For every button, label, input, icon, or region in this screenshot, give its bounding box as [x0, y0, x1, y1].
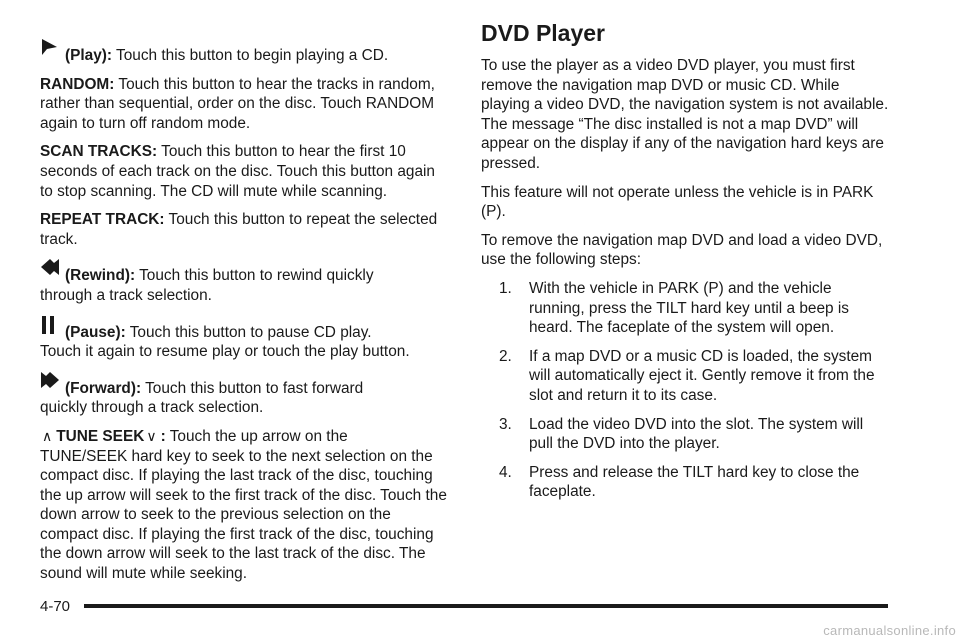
watermark: carmanualsonline.info: [823, 623, 956, 638]
tune-seek-text-cont: TUNE/SEEK hard key to seek to the next selection on the compact disc. If playing the last track of the disc, touching the up arrow will seek to the first track of the disc. Touch the down arrow to seek to the previous selection on the compact disc. If playing the first track of the disc, touching the down arrow will seek to the last track of the disc. The sound will mute while seeking.: [40, 447, 447, 583]
step-number: 4.: [499, 463, 512, 481]
step-number: 2.: [499, 347, 512, 365]
dvd-paragraph-3: To remove the navigation map DVD and load a video DVD, use the following steps:: [481, 231, 883, 269]
tune-seek-label: TUNE SEEK: [56, 427, 145, 445]
page-footer: [40, 596, 888, 616]
scan-text: Touch this button to hear the first 10 seconds of each track on the disc. Touch this button again to stop scanning. The CD will mute while scanning.: [40, 143, 435, 200]
tune-seek-text: Touch the up arrow on the: [169, 427, 348, 445]
steps-list: [481, 279, 891, 502]
random-text: Touch this button to hear the tracks in random, rather than sequential, order on the disc. Touch RANDOM again to turn off random mode.: [40, 75, 435, 132]
step-number: 1.: [499, 279, 512, 297]
forward-text: Touch this button to fast forward: [145, 379, 364, 397]
rewind-text-cont: through a track selection.: [40, 286, 212, 304]
fast-forward-icon: [40, 371, 62, 393]
dvd-paragraph-2: This feature will not operate unless the vehicle is in PARK (P).: [481, 183, 874, 221]
scan-label: SCAN TRACKS:: [40, 143, 158, 161]
forward-label: (Forward):: [65, 379, 142, 397]
list-item: [481, 463, 891, 502]
rewind-text: Touch this button to rewind quickly: [139, 267, 374, 285]
play-icon: [40, 38, 62, 60]
down-arrow-icon: ∨: [146, 427, 157, 444]
rewind-entry: [40, 258, 452, 305]
play-label: (Play):: [65, 47, 113, 64]
section-heading: DVD Player: [481, 20, 606, 46]
random-label: RANDOM:: [40, 75, 115, 93]
footer-rule: [84, 604, 888, 608]
pause-entry: [40, 315, 452, 362]
play-text: Touch this button to begin playing a CD.: [116, 47, 389, 64]
pause-label: (Pause):: [65, 323, 126, 341]
tune-seek-colon: :: [160, 427, 166, 445]
left-column: [40, 38, 452, 593]
right-column: [481, 20, 891, 511]
step-text: Load the video DVD into the slot. The system will pull the DVD into the player.: [529, 415, 864, 453]
list-item: [481, 415, 891, 454]
repeat-entry: [40, 210, 452, 249]
forward-entry: [40, 371, 452, 418]
repeat-label: REPEAT TRACK:: [40, 211, 165, 229]
pause-text-cont: Touch it again to resume play or touch the play button.: [40, 343, 410, 361]
pause-text: Touch this button to pause CD play.: [129, 323, 372, 341]
random-entry: [40, 75, 452, 134]
up-arrow-icon: ∧: [42, 427, 53, 444]
forward-text-cont: quickly through a track selection.: [40, 399, 264, 417]
repeat-text: Touch this button to repeat the selected track.: [40, 211, 438, 248]
list-item: [481, 279, 891, 338]
step-text: If a map DVD or a music CD is loaded, the system will automatically eject it. Gently remove it from the slot and return it to its case.: [529, 347, 875, 404]
step-text: Press and release the TILT hard key to close the faceplate.: [529, 463, 860, 501]
page-number: 4-70: [40, 597, 71, 615]
rewind-label: (Rewind):: [65, 267, 136, 285]
list-item: [481, 347, 891, 406]
scan-entry: [40, 142, 452, 201]
tune-seek-entry: [40, 427, 452, 584]
play-entry: [40, 38, 452, 66]
step-text: With the vehicle in PARK (P) and the vehicle running, press the TILT hard key until a beep is heard. The faceplate of the system will open.: [529, 279, 849, 337]
pause-icon: [40, 315, 62, 337]
rewind-icon: [40, 258, 62, 280]
step-number: 3.: [499, 415, 512, 433]
dvd-paragraph-1: To use the player as a video DVD player, you must first remove the navigation map DVD or music CD. While playing a video DVD, the navigation system is not available. The message “The disc installed is not a map DVD” will appear on the display if any of the navigation hard keys are pressed.: [481, 57, 889, 172]
